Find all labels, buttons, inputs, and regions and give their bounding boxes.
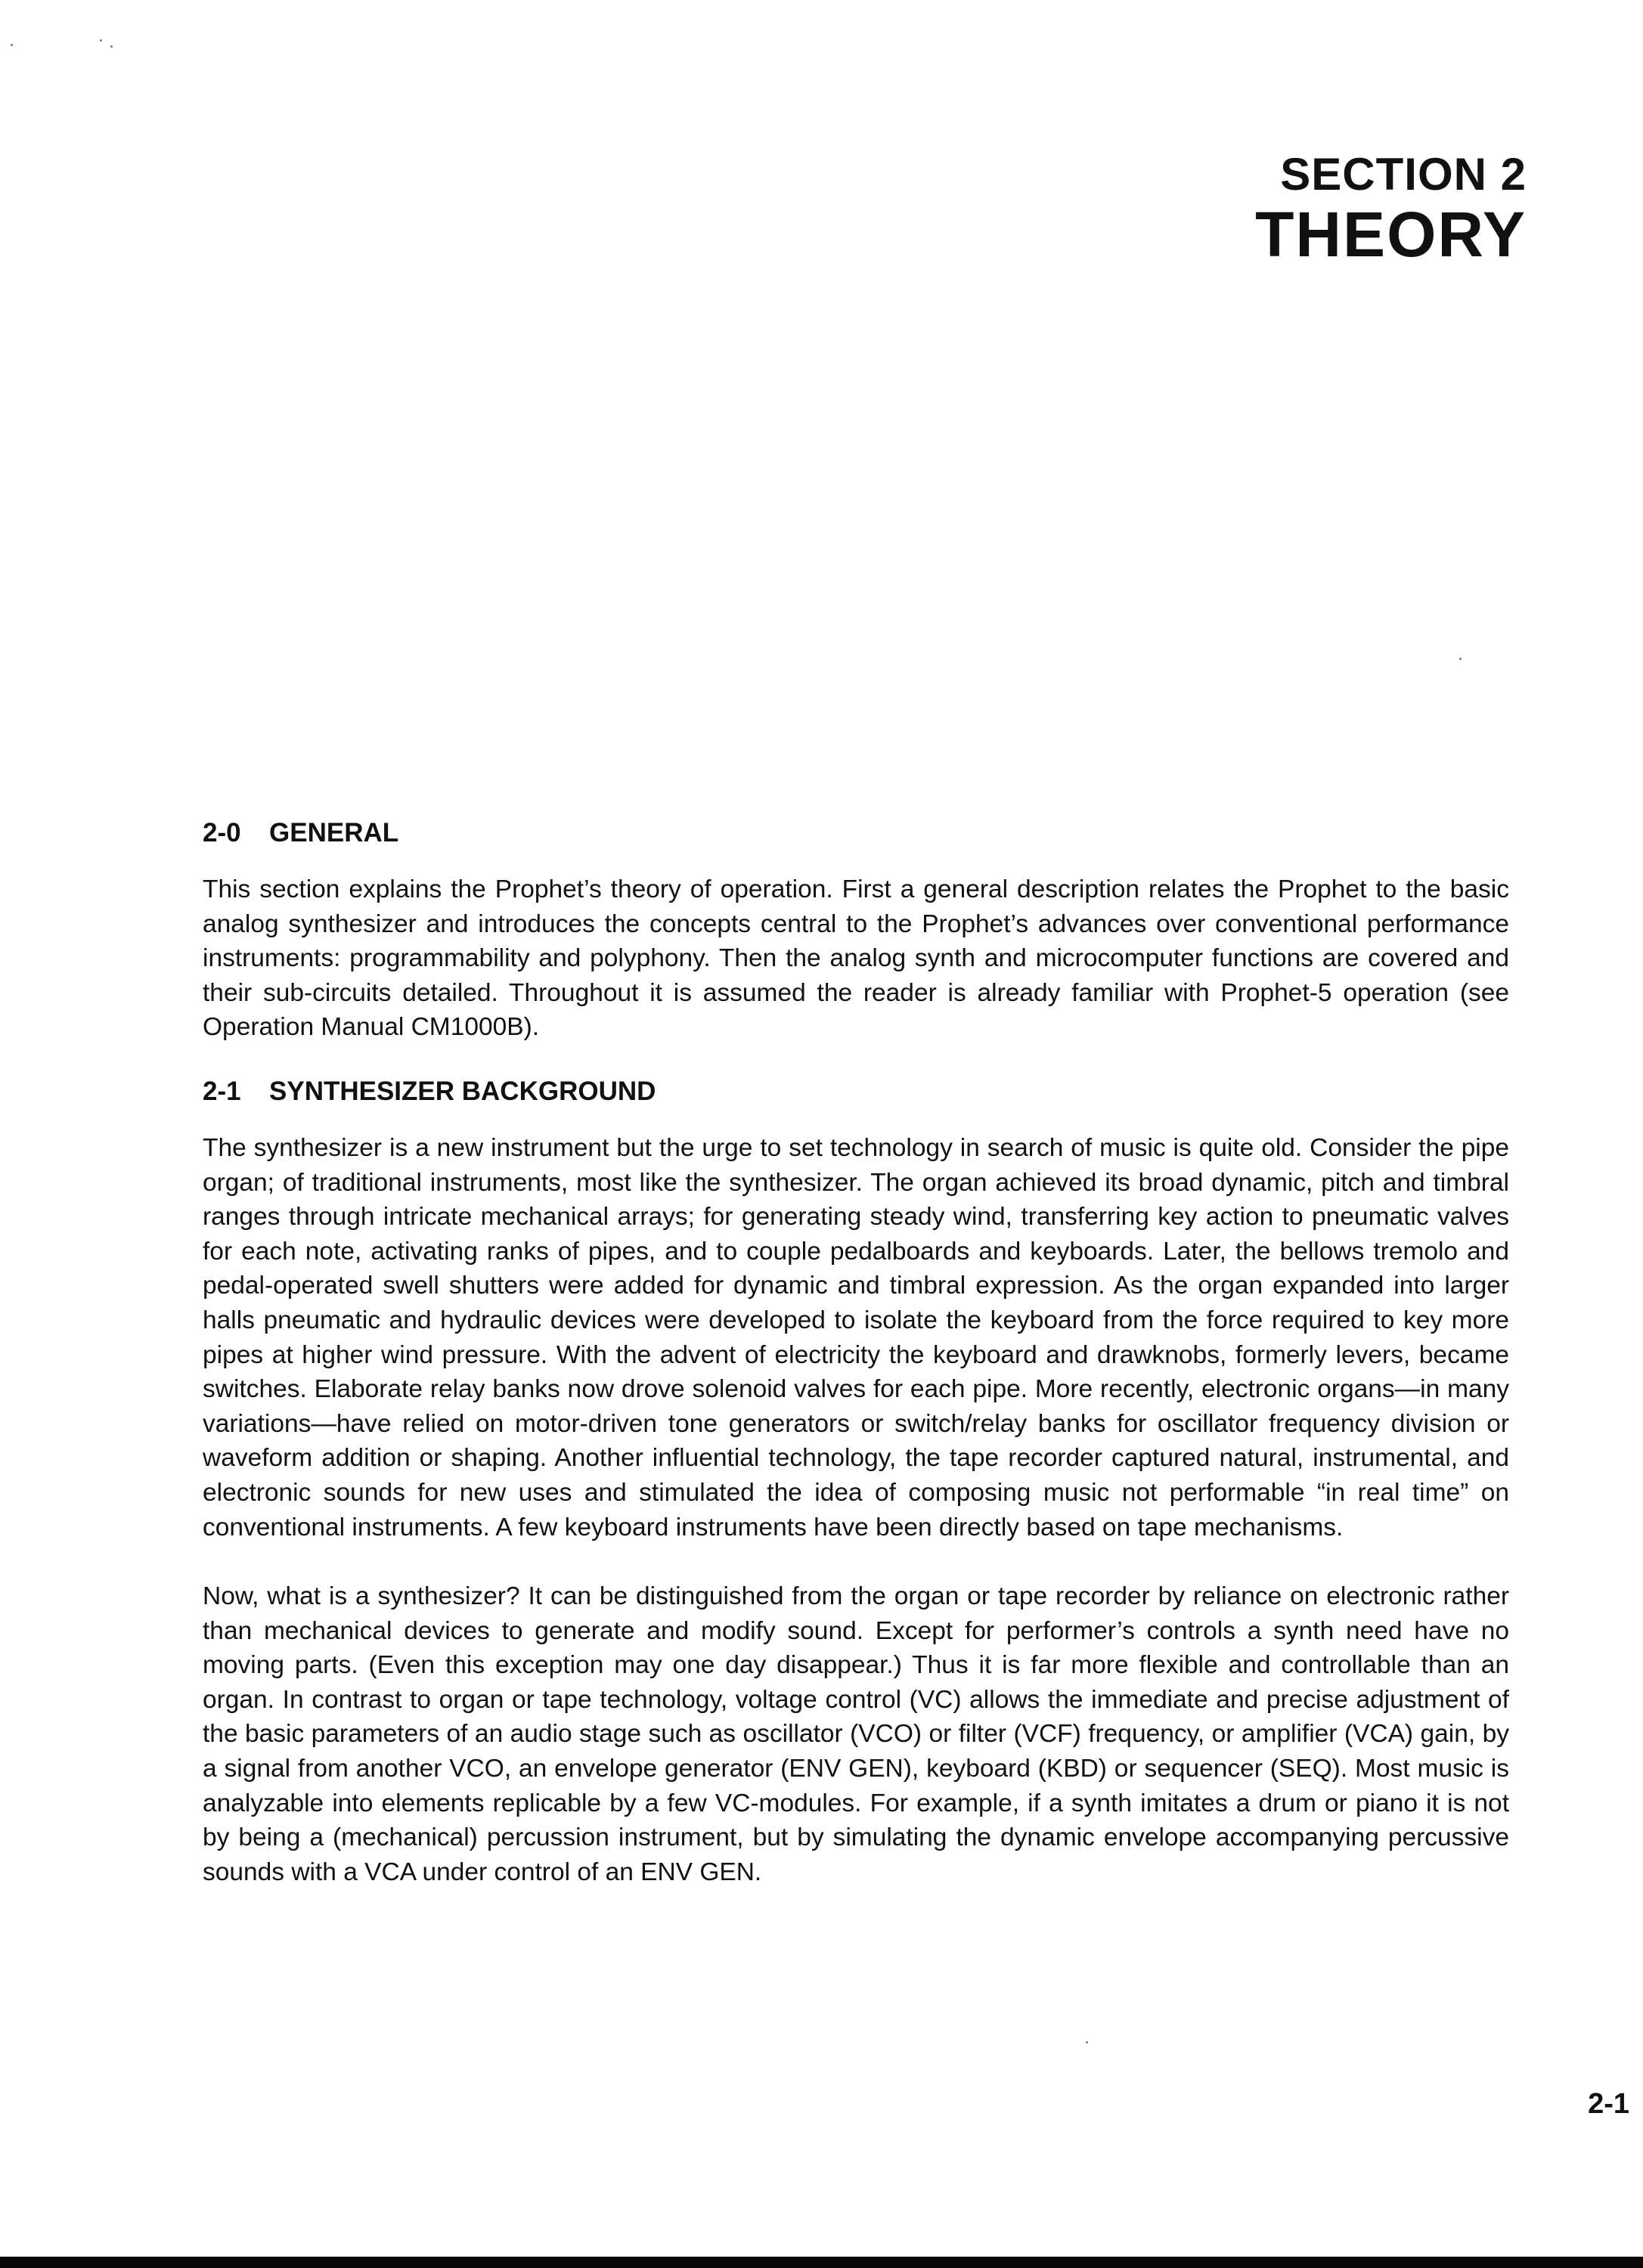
paragraph-background-1: The synthesizer is a new instrument but the urge to set technology in search of music is quite old. Consider the pipe organ; of traditional instruments, most like the synthesizer. The organ achieved its broad dynamic, pitch and timbral ranges through intricate mechanical arrays; for generating steady wind, transferring key action to pneumatic valves for each note, activating ranks of pipes, and to couple pedalboards and keyboards. Later, the bellows tremolo and pedal-operated swell shutters were added for dynamic and timbral expression. As the organ expanded into larger halls pneumatic and hydraulic devices were developed to isolate the keyboard from the force required to key more pipes at higher wind pressure. With the advent of electricity the keyboard and drawknobs, formerly levers, became switches. Elaborate relay banks now drove solenoid valves for each pipe. More recently, electronic organs—in many variations—have relied on motor-driven tone generators or switch/relay banks for oscillator frequency division or waveform addition or shaping. Another influential technology, the tape recorder captured natural, instrumental, and electronic sounds for new uses and stimulated the idea of composing music not performable “in real time” on conventional instruments. A few keyboard instruments have been directly based on tape mechanisms. [203,1133,1509,1541]
scan-speck [110,45,113,48]
body-content [203,816,1509,1889]
paragraph-background-2: Now, what is a synthesizer? It can be distinguished from the organ or tape recorder by reliance on electronic rather than mechanical devices to generate and modify sound. Except for performer’s controls a synth need have no moving parts. (Even this exception may one day disappear.) Thus it is far more flexible and controllable than an organ. In contrast to organ or tape technology, voltage control (VC) allows the immediate and precise adjustment of the basic parameters of an audio stage such as oscillator (VCO) or filter (VCF) frequency, or amplifier (VCA) gain, by a signal from another VCO, an envelope generator (ENV GEN), keyboard (KBD) or sequencer (SEQ). Most music is analyzable into elements replicable by a few VC-modules. For example, if a synth imitates a drum or piano it is not by being a (mechanical) percussion instrument, but by simulating the dynamic envelope accompanying percussive sounds with a VCA under control of an ENV GEN. [203,1582,1509,1886]
scan-speck [1086,2041,1088,2043]
section-label: SECTION 2 [1280,149,1527,200]
paragraph-general: This section explains the Prophet’s theory of operation. First a general description relates the Prophet to the basic analog synthesizer and introduces the concepts central to the Prophet’s advances over conventional performance instruments: programmability and polyphony. Then the analog synth and microcomputer functions are covered and their sub-circuits detailed. Throughout it is assumed the reader is already familiar with Prophet-5 operation (see Operation Manual CM1000B). [203,875,1509,1042]
heading-text: SYNTHESIZER BACKGROUND [269,1076,656,1106]
scan-speck [100,39,102,42]
scan-speck [1459,658,1462,660]
section-title: THEORY [1255,199,1527,270]
heading-number: 2-0 [203,818,241,847]
heading-synthesizer-background [203,1075,1509,1108]
section-header [1255,150,1527,269]
heading-general [203,816,1509,850]
page-number: 2-1 [1588,2088,1629,2120]
scan-speck [11,44,13,46]
heading-number: 2-1 [203,1076,241,1106]
heading-text: GENERAL [269,818,399,847]
bottom-border [0,2257,1643,2268]
